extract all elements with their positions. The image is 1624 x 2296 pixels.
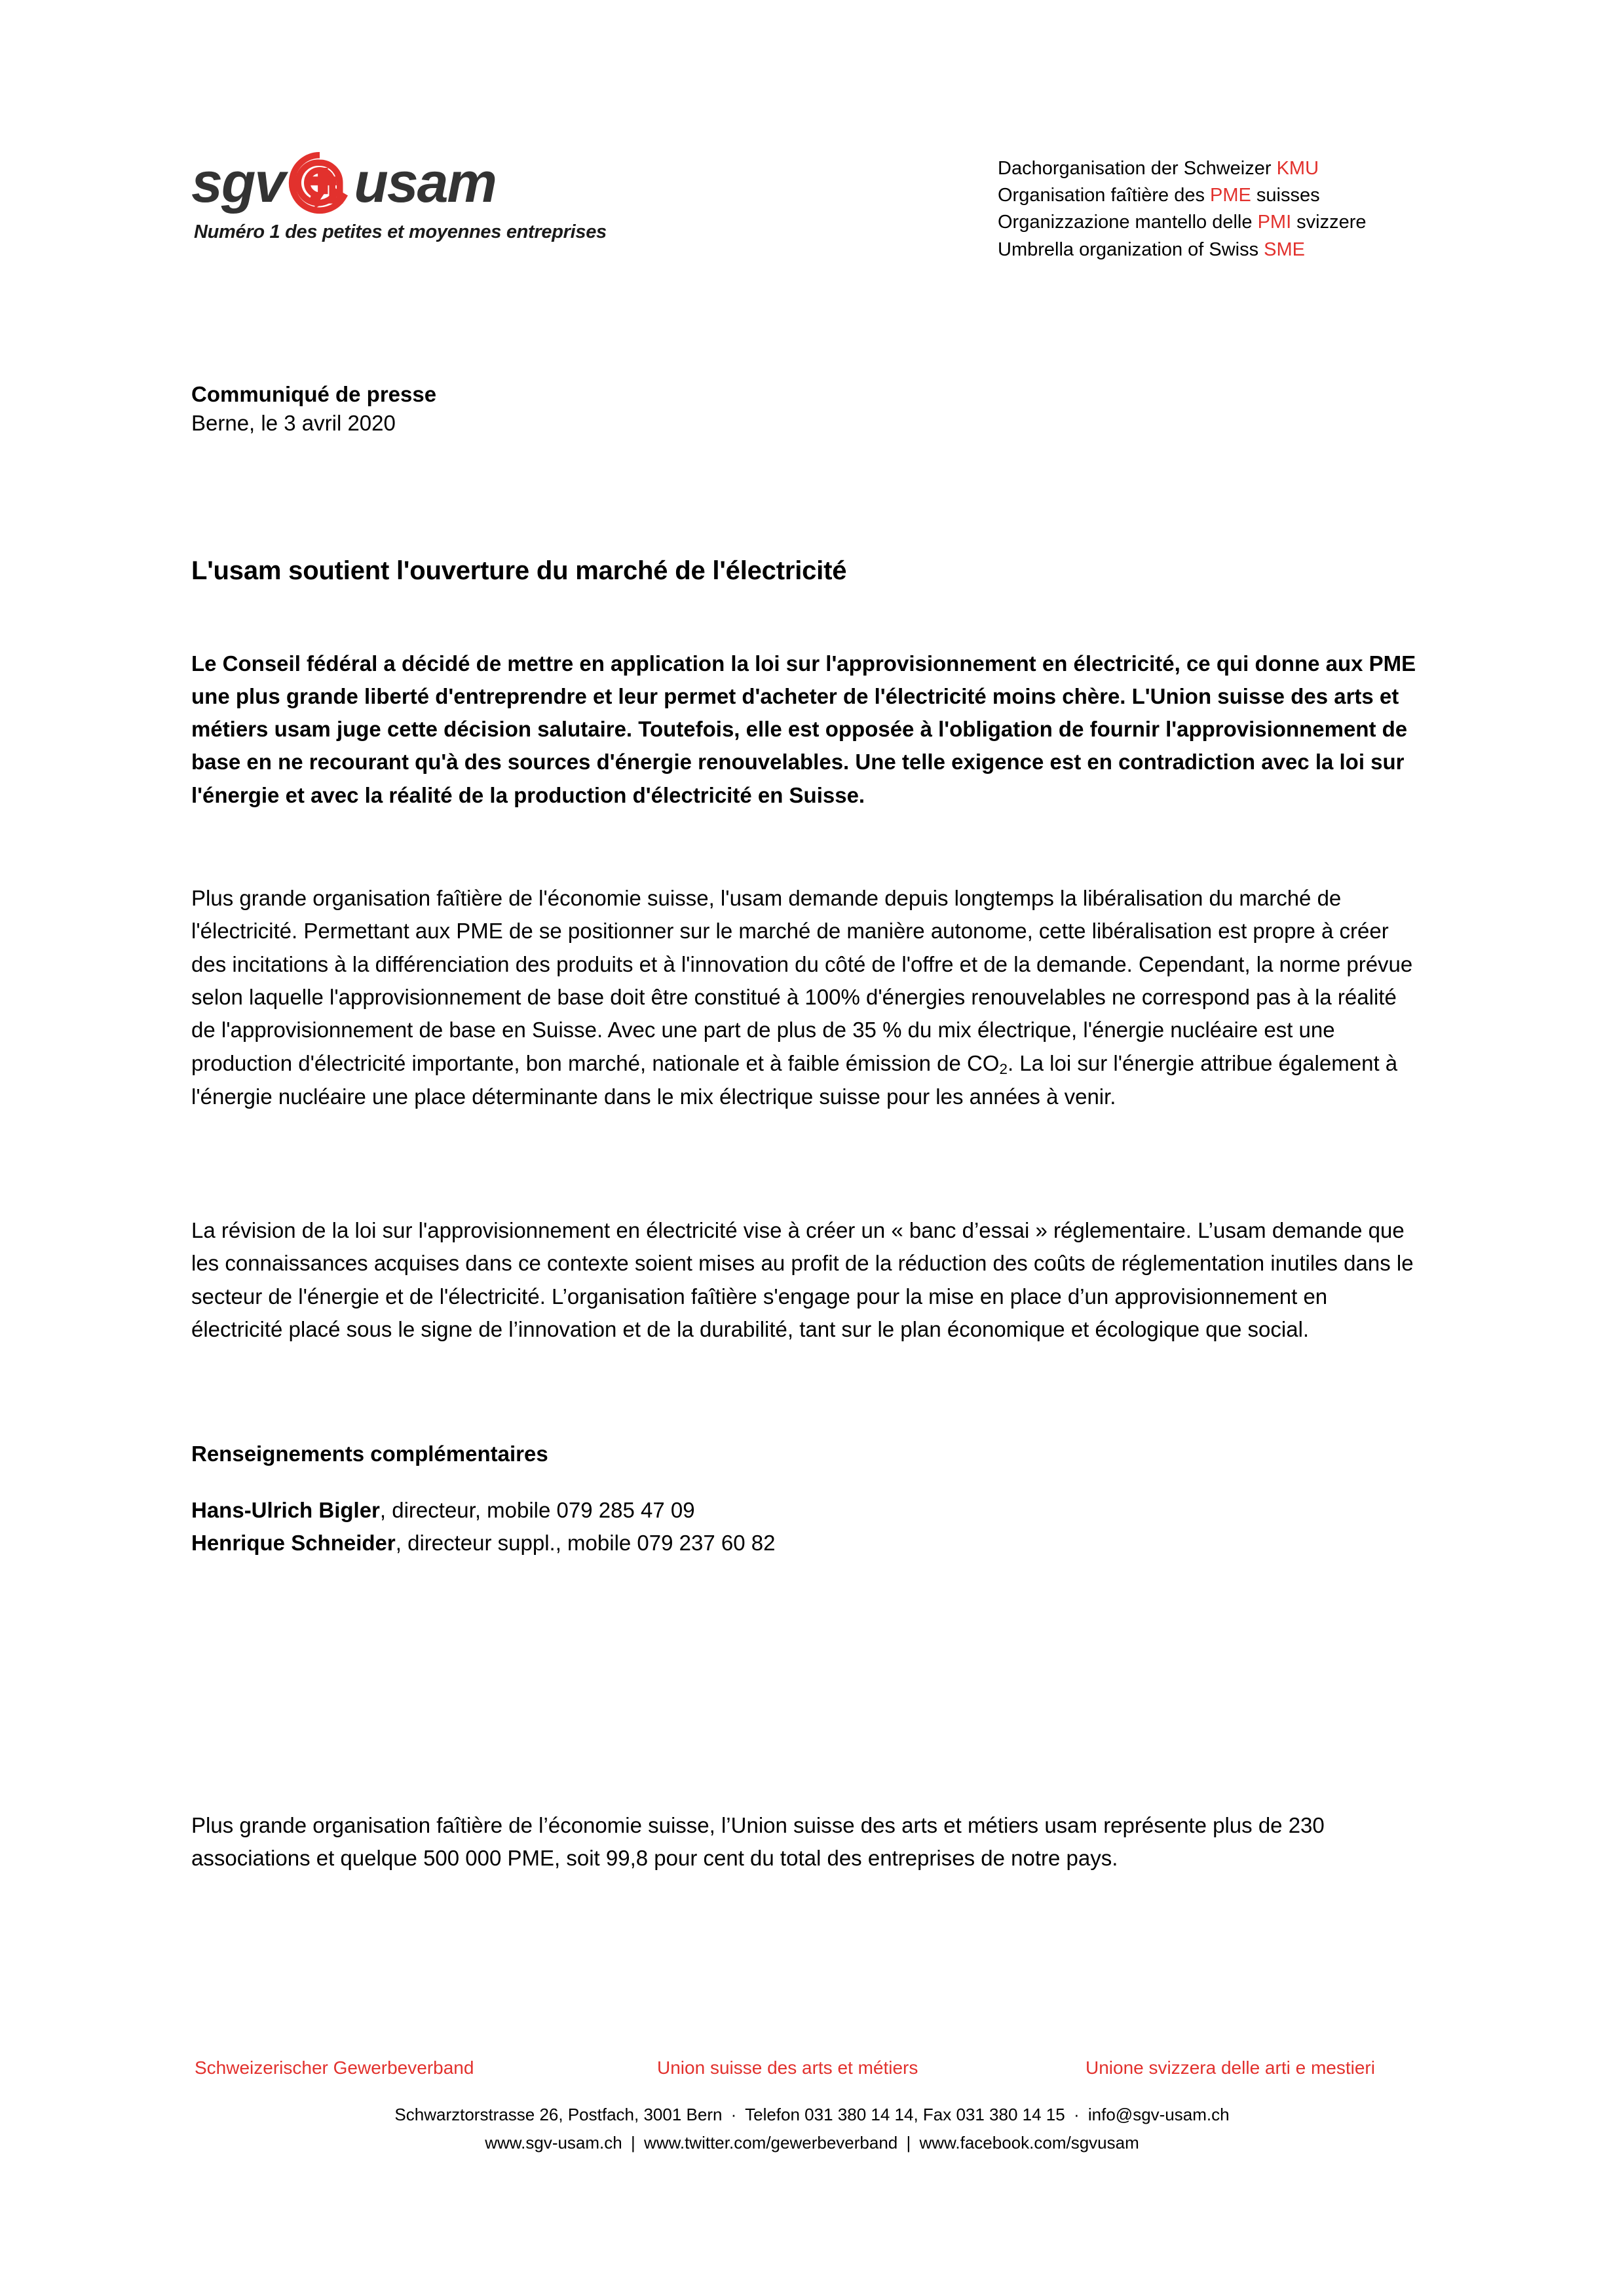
header-lang-it-text: Organizzazione mantello delle — [998, 212, 1258, 233]
page-footer — [0, 2057, 1624, 2153]
header-lang-it — [998, 209, 1367, 236]
header-lang-fr-suffix: suisses — [1251, 185, 1320, 206]
body-paragraph-1-text-a: Plus grande organisation faîtière de l'économie suisse, l'usam demande depuis longtemps la libéralisation du marché de l'électricité. Permettant aux PME de se positionner sur le marché de manière autonome, cette libéralisation est propre à créer des incitations à la différenciation des produits et à l'innovation du côté de l'offre et de la demande. Cependant, la norme prévue selon laquelle l'approvisionnement de base doit être constitué à 100% d'énergies renouvelables ne correspond pas à la réalité de l'approvisionnement de base en Suisse. Avec une part de plus de 35 % du mix électrique, l'énergie nucléaire est une production d'électricité importante, bon marché, nationale et à faible émission de CO — [191, 886, 1413, 1075]
footer-links-line — [0, 2133, 1624, 2153]
header-lang-de-accent: KMU — [1276, 158, 1319, 179]
footer-street-address: Schwarztorstrasse 26, Postfach, 3001 Bern — [394, 2105, 723, 2124]
footer-separator-2: · — [1073, 2105, 1080, 2124]
footer-org-de: Schweizerischer Gewerbeverband — [195, 2057, 474, 2078]
header-lang-fr-accent: PME — [1210, 185, 1251, 206]
footer-email[interactable]: info@sgv-usam.ch — [1087, 2105, 1230, 2124]
logo-wordmark — [191, 151, 650, 215]
contact-person-2-role: , directeur suppl., mobile 079 237 60 82 — [395, 1530, 776, 1555]
header-lang-fr — [998, 182, 1367, 209]
sgv-usam-logo — [191, 151, 650, 243]
document-type-label: Communiqué de presse — [191, 382, 437, 406]
boilerplate-paragraph: Plus grande organisation faîtière de l’économie suisse, l’Union suisse des arts et métiers usam représente plus de 230 associations et quelque 500 000 PME, soit 99,8 pour cent du total des entreprises de notre pays. — [191, 1813, 1325, 1871]
header-lang-de — [998, 155, 1367, 182]
contact-person-1 — [191, 1494, 1174, 1527]
place-date-label: Berne, le 3 avril 2020 — [191, 411, 396, 436]
header-lang-it-suffix: svizzere — [1291, 212, 1367, 233]
body-paragraph-1-text-b: . La loi sur l'énergie attribue également à l'énergie nucléaire une place déterminante dans le mix électrique suisse pour les années à venir. — [191, 1050, 1398, 1109]
lead-paragraph: Le Conseil fédéral a décidé de mettre en application la loi sur l'approvisionnement en électricité, ce qui donne aux PME une plus grande liberté d'entreprendre et leur permet d'acheter de l'électricité moins chère. L'Union suisse des arts et métiers usam juge cette décision salutaire. Toutefois, elle est opposée à l'obligation de fournir l'approvisionnement de base en ne recourant qu'à des sources d'énergie renouvelables. Une telle exigence est en contradiction avec la loi sur l'énergie et avec la réalité de la production d'électricité en Suisse. — [191, 651, 1416, 807]
logo-tagline: Numéro 1 des petites et moyennes entreprises — [194, 221, 607, 242]
logo-text-sgv: sgv — [191, 151, 285, 214]
header-lang-en-accent: SME — [1264, 239, 1306, 260]
document-meta — [191, 380, 977, 438]
footer-separator-4: | — [906, 2133, 911, 2152]
footer-separator-3: | — [630, 2133, 635, 2152]
header-lang-de-text: Dachorganisation der Schweizer — [998, 158, 1277, 179]
page-header — [0, 141, 1624, 278]
sgv-usam-emblem-icon — [288, 151, 351, 214]
footer-website-link[interactable]: www.sgv-usam.ch — [485, 2133, 622, 2152]
header-lang-fr-text: Organisation faîtière des — [998, 185, 1211, 206]
contact-person-2-name: Henrique Schneider — [191, 1530, 396, 1555]
contact-person-1-name: Hans-Ulrich Bigler — [191, 1498, 380, 1522]
contact-person-1-role: , directeur, mobile 079 285 47 09 — [379, 1498, 695, 1522]
co2-subscript: 2 — [999, 1060, 1008, 1077]
footer-address-line — [0, 2105, 1624, 2125]
footer-phone: Telefon 031 380 14 14, Fax 031 380 14 15 — [745, 2105, 1065, 2124]
footer-twitter-link[interactable]: www.twitter.com/gewerbeverband — [643, 2133, 898, 2152]
footer-organization-names — [0, 2057, 1624, 2090]
footer-org-it: Unione svizzera delle arti e mestieri — [1086, 2057, 1375, 2078]
contact-section-heading: Renseignements complémentaires — [191, 1442, 548, 1466]
footer-org-fr: Union suisse des arts et métiers — [657, 2057, 918, 2078]
header-lang-en — [998, 237, 1367, 263]
footer-facebook-link[interactable]: www.facebook.com/sgvusam — [919, 2133, 1139, 2152]
logo-text-usam: usam — [354, 151, 496, 214]
body-paragraph-1 — [191, 882, 1418, 1113]
contact-section — [191, 1442, 1174, 1559]
header-lang-en-text: Umbrella organization of Swiss — [998, 239, 1264, 260]
header-language-list — [998, 155, 1367, 263]
body-paragraph-2: La révision de la loi sur l'approvisionnement en électricité vise à créer un « banc d’essai » réglementaire. L’usam demande que les connaissances acquises dans ce contexte soient mises au profit de la réduction des coûts de réglementation inutiles dans le secteur de l'énergie et de l'électricité. L’organisation faîtière s'engage pour la mise en place d’un approvisionnement en électricité placé sous le signe de l’innovation et de la durabilité, tant sur le plan économique et écologique que social. — [191, 1218, 1414, 1341]
contact-person-2 — [191, 1527, 1174, 1559]
header-lang-it-accent: PMI — [1257, 212, 1292, 233]
page-title: L'usam soutient l'ouverture du marché de l'électricité — [191, 556, 847, 585]
footer-separator-1: · — [730, 2105, 737, 2124]
